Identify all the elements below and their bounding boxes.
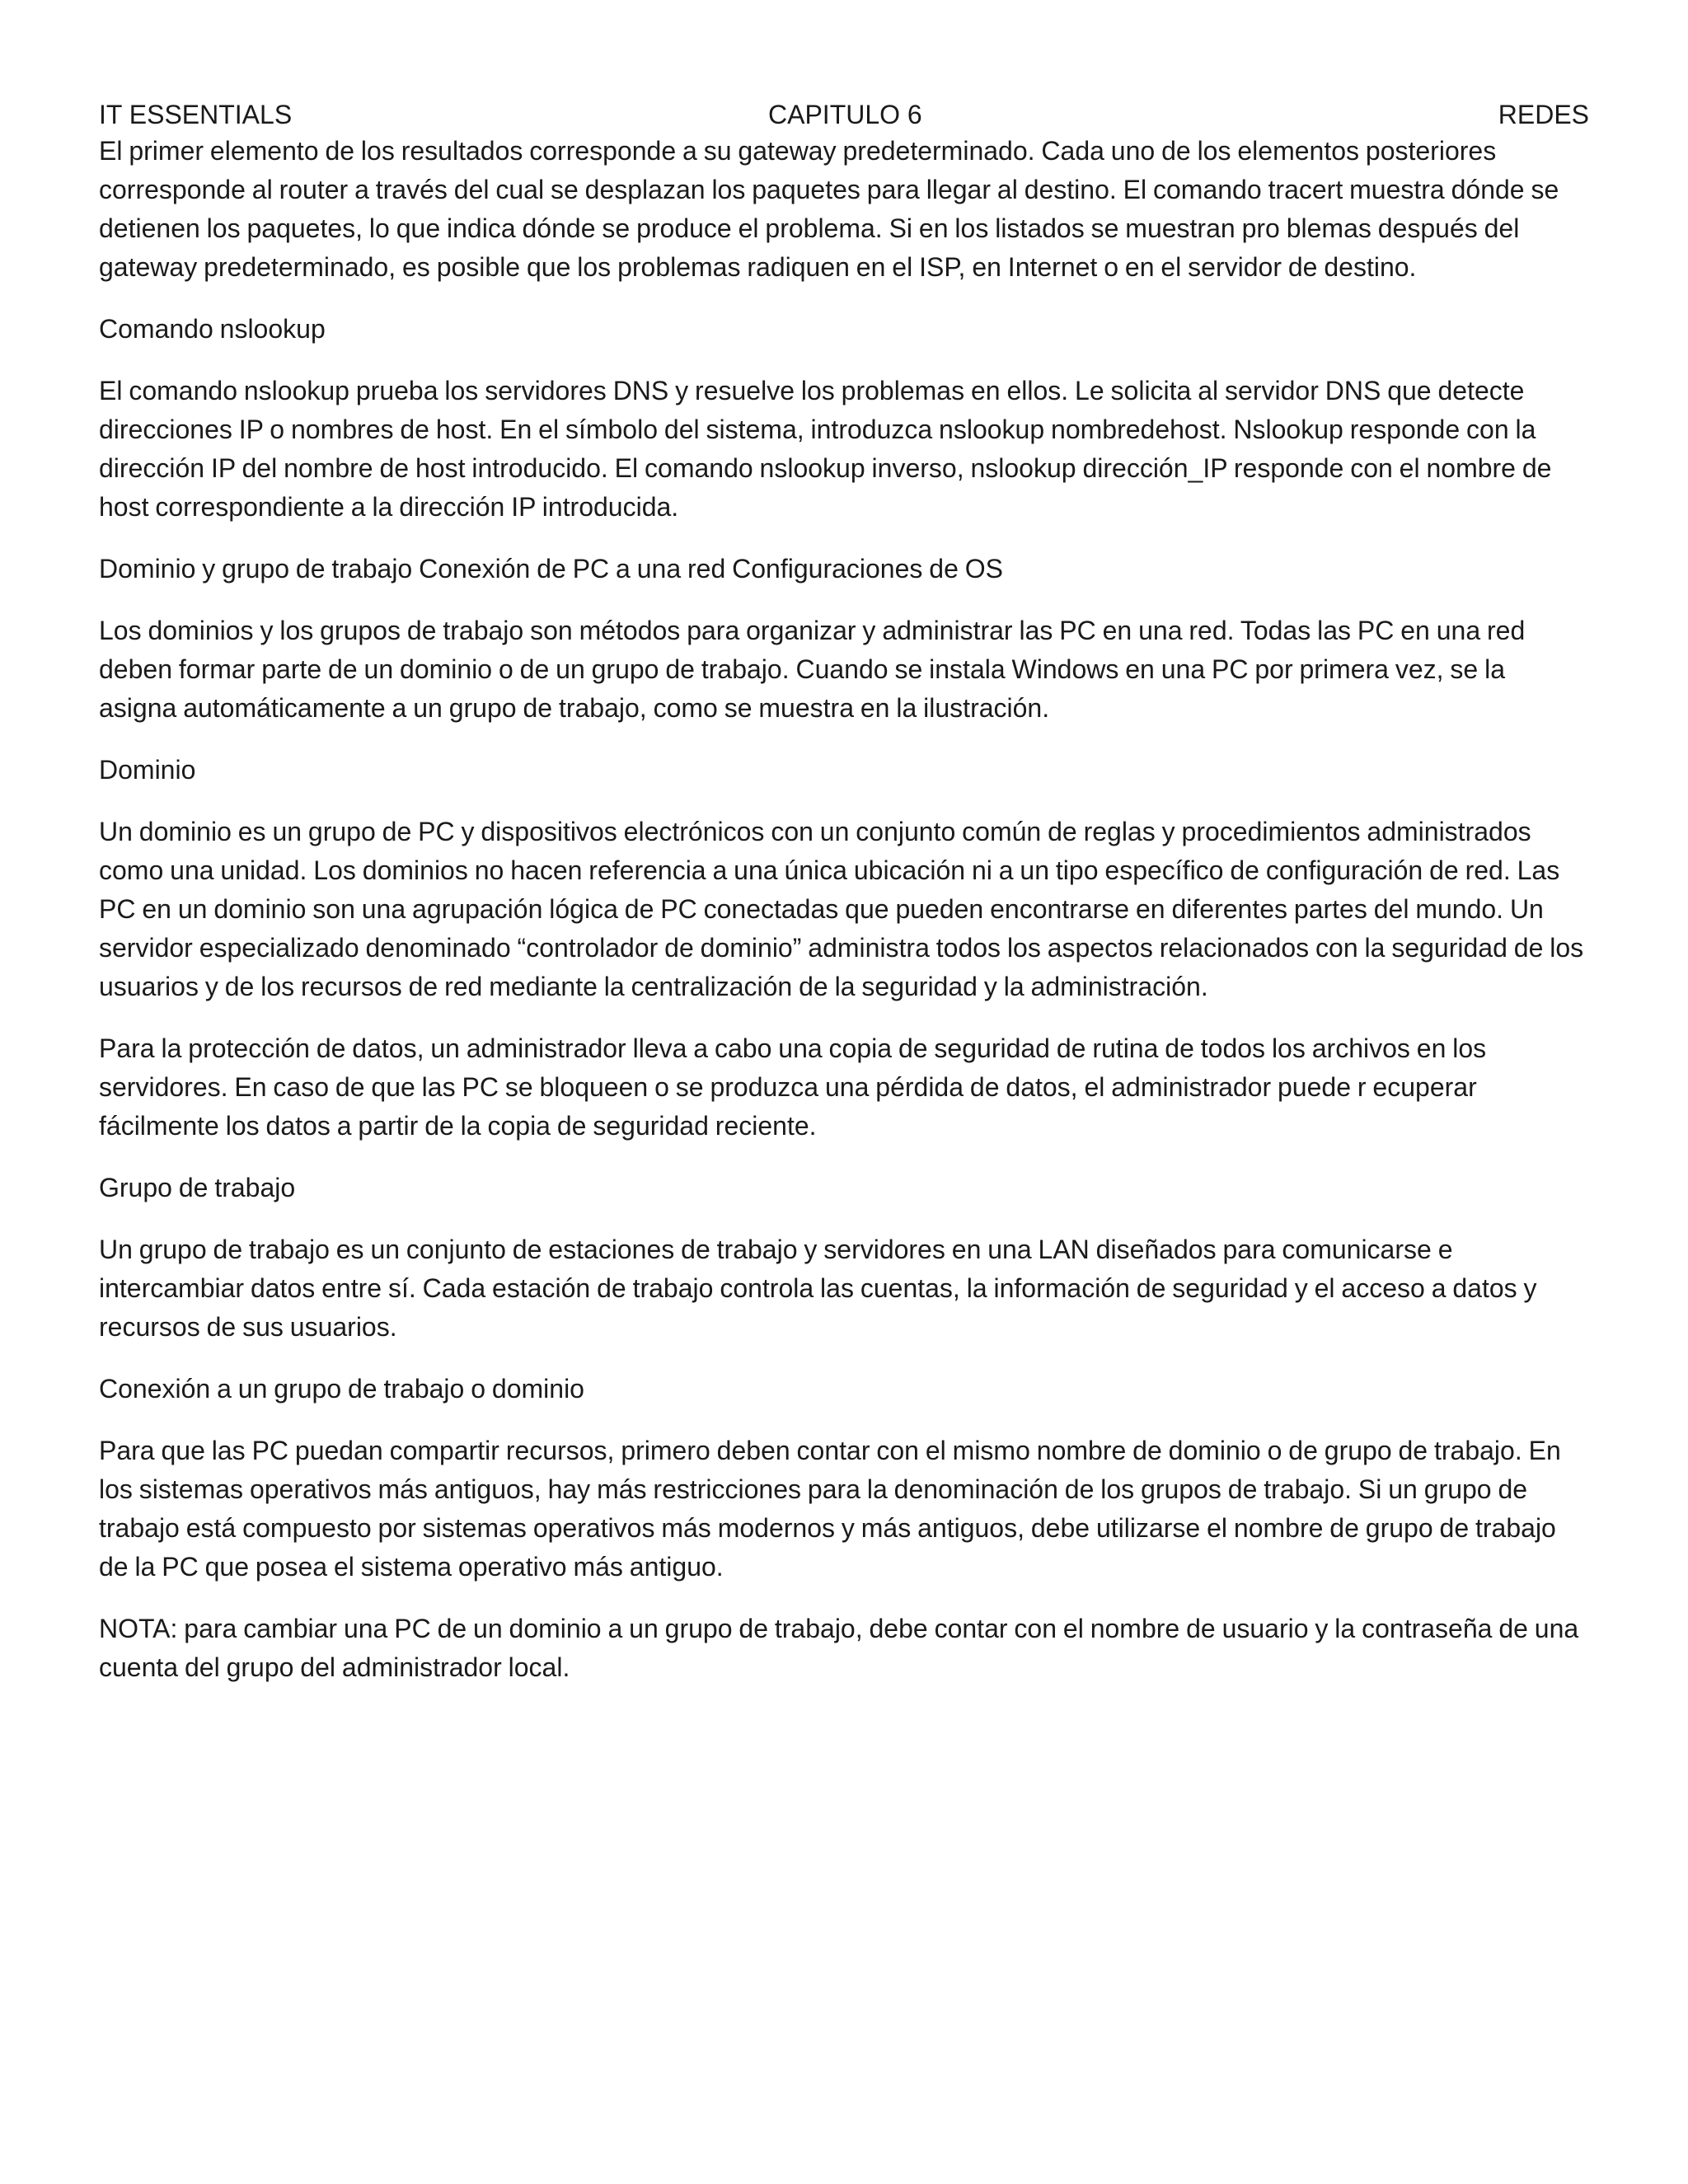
page-header <box>99 97 1589 132</box>
document-body <box>99 132 1589 1687</box>
section-heading-join: Conexión a un grupo de trabajo o dominio <box>99 1374 584 1404</box>
paragraph-domain-workgroup-intro: Los dominios y los grupos de trabajo son métodos para organizar y administrar las PC en una red. Todas las PC en una red deben formar parte de un dominio o de un grupo de trabajo. Cuando se instala Windows en una PC por primera vez, se la asigna automáticamente a un grupo de trabajo, como se muestra en la ilustración. <box>99 616 1526 723</box>
paragraph-join-requirements: Para que las PC puedan compartir recursos, primero deben contar con el mismo nombre de dominio o de grupo de trabajo. En los sistemas operativos más antiguos, hay más restricciones para la denominación de los grupos de trabajo. Si un grupo de trabajo está compuesto por sistemas operativos más modernos y más antiguos, debe utilizarse el nombre de grupo de trabajo de la PC que posea el sistema operativo más antiguo. <box>99 1436 1561 1582</box>
header-chapter: CAPITULO 6 <box>768 100 922 129</box>
header-topic: REDES <box>1498 100 1589 129</box>
paragraph-workgroup-definition: Un grupo de trabajo es un conjunto de estaciones de trabajo y servidores en una LAN diseñados para comunicarse e intercambiar datos entre sí. Cada estación de trabajo controla las cuentas, la información de seguridad y el acceso a datos y recursos de sus usuarios. <box>99 1235 1537 1342</box>
paragraph-domain-definition: Un dominio es un grupo de PC y dispositivos electrónicos con un conjunto común de reglas y procedimientos administrados como una unidad. Los dominios no hacen referencia a una única ubicación ni a un tipo específico de configuración de red. Las PC en un dominio son una agrupación lógica de PC conectadas que pueden encontrarse en diferentes partes del mundo. Un servidor especializado denominado “controlador de dominio” administra todos los aspectos relacionados con la seguridad de los usuarios y de los recursos de red mediante la centralización de la seguridad y la administración. <box>99 817 1584 1001</box>
paragraph-tracert-results: El primer elemento de los resultados corresponde a su gateway predeterminado. Cada uno de los elementos posteriores corresponde al router a través del cual se desplazan los paquetes para llegar al destino. El comando tracert muestra dónde se detienen los paquetes, lo que indica dónde se produce el problema. Si en los listados se muestran pro blemas después del gateway predeterminado, es posible que los problemas radiquen en el ISP, en Internet o en el servidor de destino. <box>99 136 1559 282</box>
document-page <box>99 97 1589 1710</box>
header-course-title: IT ESSENTIALS <box>99 100 293 129</box>
section-heading-workgroup: Grupo de trabajo <box>99 1173 296 1202</box>
paragraph-data-protection: Para la protección de datos, un administrador lleva a cabo una copia de seguridad de rutina de todos los archivos en los servidores. En caso de que las PC se bloqueen o se produzca una pérdida de datos, el administrador puede r ecuperar fácilmente los datos a partir de la copia de seguridad reciente. <box>99 1033 1487 1141</box>
section-heading-domain: Dominio <box>99 755 196 785</box>
paragraph-note: NOTA: para cambiar una PC de un dominio a un grupo de trabajo, debe contar con el nombre de usuario y la contraseña de una cuenta del grupo del administrador local. <box>99 1614 1579 1682</box>
section-heading-nslookup: Comando nslookup <box>99 314 326 344</box>
paragraph-nslookup: El comando nslookup prueba los servidores DNS y resuelve los problemas en ellos. Le solicita al servidor DNS que detecte direcciones IP o nombres de host. En el símbolo del sistema, introduzca nslookup nombredehost. Nslookup responde con la dirección IP del nombre de host introducido. El comando nslookup inverso, nslookup dirección_IP responde con el nombre de host correspondiente a la dirección IP introducida. <box>99 376 1552 522</box>
section-heading-domain-workgroup: Dominio y grupo de trabajo Conexión de PC a una red Configuraciones de OS <box>99 554 1003 583</box>
